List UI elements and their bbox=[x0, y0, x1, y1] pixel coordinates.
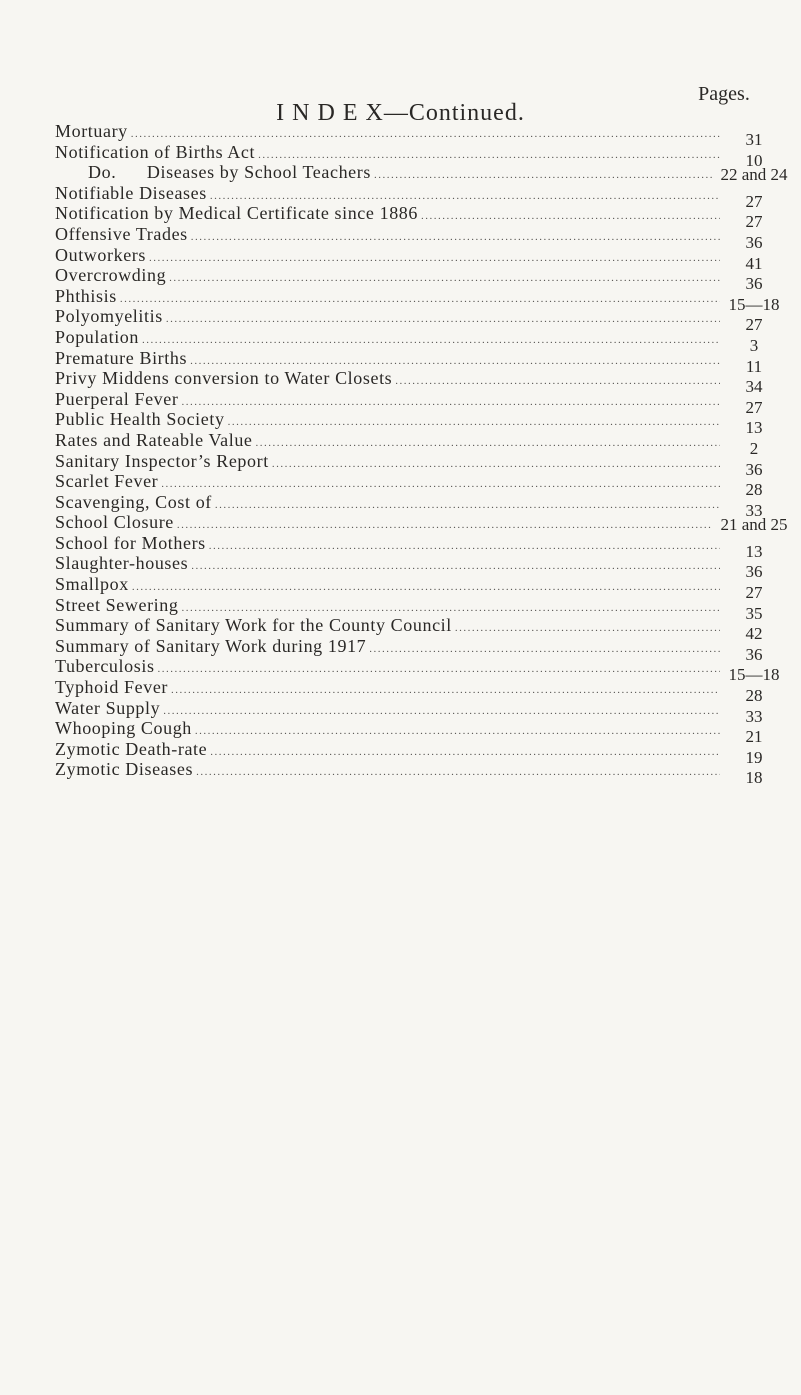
index-entry bbox=[55, 656, 785, 685]
index-entry bbox=[55, 738, 785, 767]
index-entry bbox=[55, 759, 785, 788]
entry-label: Tuberculosis bbox=[55, 656, 155, 677]
entry-page: 28 bbox=[745, 480, 763, 500]
entry-page: 18 bbox=[745, 768, 763, 788]
dot-leader bbox=[169, 268, 720, 289]
entry-page: 21 bbox=[745, 727, 763, 747]
entry-label: Water Supply bbox=[55, 697, 161, 718]
dot-leader bbox=[395, 371, 720, 392]
entry-page: 21 and 25 bbox=[720, 515, 788, 535]
index-entry bbox=[55, 244, 785, 273]
dot-leader bbox=[191, 227, 720, 248]
entry-label: Notifiable Diseases bbox=[55, 182, 207, 203]
entry-page: 36 bbox=[745, 459, 763, 479]
index-entry bbox=[55, 223, 785, 252]
dot-leader bbox=[177, 515, 712, 536]
entry-page: 27 bbox=[745, 397, 763, 417]
entry-label: Scavenging, Cost of bbox=[55, 491, 212, 512]
entry-page: 27 bbox=[745, 583, 763, 603]
index-entry bbox=[55, 677, 785, 706]
dot-leader bbox=[166, 309, 720, 330]
dot-leader bbox=[149, 248, 720, 269]
index-entry bbox=[55, 512, 788, 535]
entry-label: Slaughter-houses bbox=[55, 553, 189, 574]
entry-page: 15—18 bbox=[728, 294, 780, 314]
dot-leader bbox=[132, 577, 720, 598]
entry-label: Privy Middens conversion to Water Closets bbox=[55, 368, 393, 389]
dot-leader bbox=[272, 454, 720, 475]
entry-page: 36 bbox=[745, 232, 763, 252]
entry-label: Polyomyelitis bbox=[55, 306, 163, 327]
dot-leader bbox=[158, 659, 720, 680]
pages-column-heading: Pages. bbox=[698, 83, 750, 105]
entry-page: 22 and 24 bbox=[720, 165, 788, 185]
index-entry bbox=[55, 718, 785, 747]
entry-page: 35 bbox=[745, 603, 763, 623]
entry-label: Smallpox bbox=[55, 574, 129, 595]
index-entry bbox=[55, 121, 785, 149]
index-entry bbox=[55, 450, 785, 479]
dot-leader bbox=[120, 289, 720, 310]
entry-page: 13 bbox=[745, 418, 763, 438]
entry-page: 33 bbox=[745, 500, 763, 520]
index-entry bbox=[55, 368, 785, 397]
entry-label: Population bbox=[55, 326, 140, 347]
index-entry bbox=[55, 491, 785, 520]
entry-page: 2 bbox=[749, 438, 759, 458]
entry-label: Puerperal Fever bbox=[55, 388, 179, 409]
entry-page: 27 bbox=[745, 191, 763, 211]
index-entry bbox=[55, 285, 785, 314]
entry-label: Zymotic Diseases bbox=[55, 759, 194, 780]
dot-leader bbox=[181, 392, 720, 413]
index-entry bbox=[55, 306, 785, 335]
entry-label: Street Sewering bbox=[55, 594, 179, 615]
entry-page: 36 bbox=[745, 274, 763, 294]
dot-leader bbox=[256, 433, 720, 454]
index-entry bbox=[55, 409, 785, 438]
entry-label: Sanitary Inspector’s Report bbox=[55, 450, 269, 471]
index-entry bbox=[55, 594, 785, 623]
entry-page: 10 bbox=[745, 150, 763, 170]
index-entry bbox=[55, 471, 785, 500]
dot-leader bbox=[228, 412, 720, 433]
entry-page: 36 bbox=[745, 562, 763, 582]
index-entry bbox=[55, 182, 785, 211]
index-entry bbox=[55, 162, 788, 185]
entry-page: 13 bbox=[745, 541, 763, 561]
index-entry bbox=[55, 388, 785, 417]
entry-page: 27 bbox=[745, 212, 763, 232]
index-list bbox=[55, 121, 788, 788]
dot-leader bbox=[163, 701, 720, 722]
entry-label: Notification of Births Act bbox=[55, 141, 256, 162]
entry-label: Rates and Rateable Value bbox=[55, 429, 253, 450]
index-entry bbox=[55, 615, 785, 644]
index-entry bbox=[55, 553, 785, 582]
index-entry bbox=[55, 532, 785, 561]
entry-page: 41 bbox=[745, 253, 763, 273]
index-entry bbox=[55, 141, 785, 170]
index-entry bbox=[55, 203, 785, 232]
dot-leader bbox=[191, 556, 720, 577]
dot-leader bbox=[161, 474, 720, 495]
dot-leader bbox=[142, 330, 720, 351]
entry-page: 27 bbox=[745, 315, 763, 335]
entry-page: 3 bbox=[749, 335, 759, 355]
entry-label: Summary of Sanitary Work for the County Council bbox=[55, 615, 452, 636]
dot-leader bbox=[210, 742, 720, 763]
entry-label: Scarlet Fever bbox=[55, 471, 159, 492]
entry-label: Typhoid Fever bbox=[55, 677, 169, 698]
entry-page: 28 bbox=[745, 686, 763, 706]
dot-leader bbox=[195, 721, 720, 742]
index-entry bbox=[55, 429, 785, 458]
dot-leader bbox=[374, 165, 712, 186]
page-title: I N D E X—Continued. bbox=[276, 100, 525, 126]
entry-label: Summary of Sanitary Work during 1917 bbox=[55, 635, 367, 656]
dot-leader bbox=[215, 495, 720, 516]
entry-page: 33 bbox=[745, 706, 763, 726]
entry-label: Offensive Trades bbox=[55, 223, 188, 244]
index-entry bbox=[55, 574, 785, 603]
dot-leader bbox=[421, 206, 720, 227]
entry-page: 42 bbox=[745, 624, 763, 644]
entry-label: Public Health Society bbox=[55, 409, 225, 430]
entry-label: Premature Births bbox=[55, 347, 188, 368]
index-entry bbox=[55, 265, 785, 294]
index-entry bbox=[55, 326, 785, 355]
index-entry bbox=[55, 697, 785, 726]
dot-leader bbox=[171, 680, 720, 701]
entry-label: Outworkers bbox=[55, 244, 146, 265]
entry-page: 31 bbox=[745, 130, 763, 149]
entry-label: Zymotic Death-rate bbox=[55, 738, 208, 759]
entry-page: 36 bbox=[745, 644, 763, 664]
index-entry bbox=[55, 347, 785, 376]
dot-leader bbox=[455, 618, 720, 639]
entry-page: 34 bbox=[745, 377, 763, 397]
dot-leader bbox=[209, 536, 720, 557]
index-entry bbox=[55, 635, 785, 664]
entry-page: 11 bbox=[745, 356, 763, 376]
entry-label: School Closure bbox=[55, 512, 174, 533]
entry-label: Phthisis bbox=[55, 285, 117, 306]
entry-label: Do. Diseases by School Teachers bbox=[88, 162, 371, 183]
dot-leader bbox=[369, 639, 720, 660]
entry-label: Overcrowding bbox=[55, 265, 167, 286]
entry-page: 19 bbox=[745, 747, 763, 767]
entry-page: 15—18 bbox=[728, 665, 780, 685]
entry-label: Notification by Medical Certificate since 1886 bbox=[55, 203, 418, 224]
entry-label: Mortuary bbox=[55, 121, 128, 141]
entry-label: Whooping Cough bbox=[55, 718, 192, 739]
dot-leader bbox=[196, 762, 720, 783]
entry-label: School for Mothers bbox=[55, 532, 206, 553]
